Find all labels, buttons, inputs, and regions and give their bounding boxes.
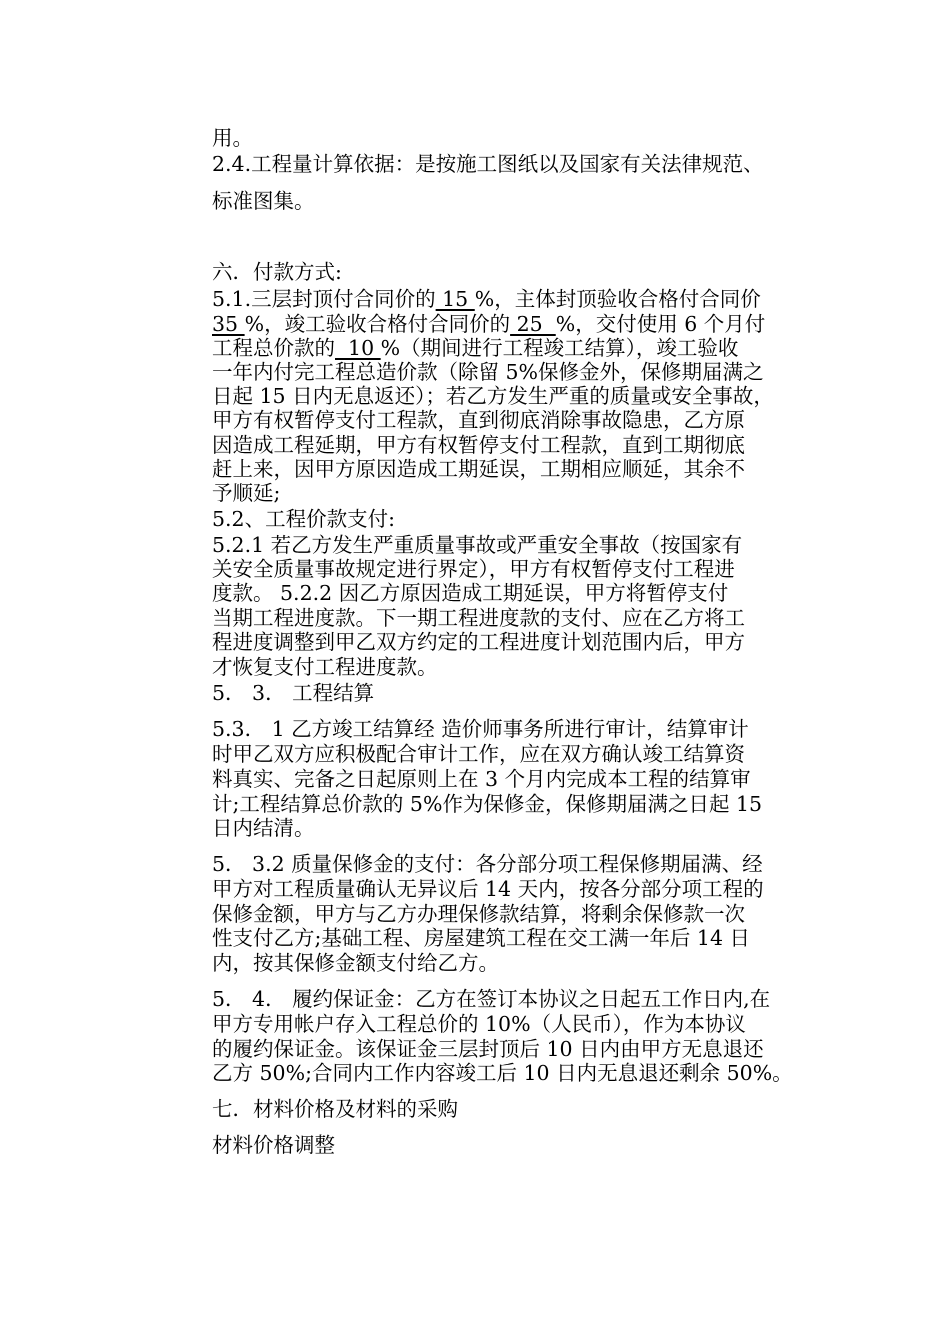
text-line: 料真实、完备之日起原则上在 3 个月内完成本工程的结算审	[212, 767, 751, 791]
text-run: %，竣工验收合格付合同价的	[244, 312, 511, 336]
text-line: 的履约保证金。该保证金三层封顶后 10 日内由甲方无息退还	[212, 1037, 764, 1061]
text-line: 日起 15 日内无息返还）；若乙方发生严重的质量或安全事故，	[212, 384, 774, 408]
text-line: 5． 3.2 质量保修金的支付：各分部分项工程保修期届满、经	[212, 852, 763, 876]
text-line: 5.3． 1 乙方竣工结算经 造价师事务所进行审计，结算审计	[212, 717, 749, 741]
text-line: 乙方 50%;合同内工作内容竣工后 10 日内无息退还剩余 50%。	[212, 1061, 793, 1085]
section-heading: 七．材料价格及材料的采购	[212, 1097, 458, 1121]
filled-blank: 15	[435, 287, 475, 311]
text-line: 计;工程结算总价款的 5%作为保修金，保修期届满之日起 15	[212, 792, 763, 816]
text-line: 内，按其保修金额支付给乙方。	[212, 951, 499, 975]
text-line: 才恢复支付工程进度款。	[212, 655, 438, 679]
text-line: 一年内付完工程总造价款（除留 5%保修金外，保修期届满之	[212, 360, 764, 384]
text-line: 5． 4． 履约保证金：乙方在签订本协议之日起五工作日内,在	[212, 987, 771, 1011]
text-line	[212, 286, 822, 312]
filled-blank: 25	[510, 312, 556, 336]
section-heading: 六．付款方式:	[212, 260, 342, 284]
text-line: 保修金额，甲方与乙方办理保修款结算，将剩余保修款一次	[212, 902, 745, 926]
text-line: 甲方专用帐户存入工程总价的 10%（人民币），作为本协议	[212, 1012, 746, 1036]
text-line: 标准图集。	[212, 189, 315, 213]
subsection-heading: 5.2、工程价款支付:	[212, 507, 396, 531]
text-line: 度款。 5.2.2 因乙方原因造成工期延误，甲方将暂停支付	[212, 581, 729, 605]
subsection-heading: 材料价格调整	[212, 1133, 335, 1157]
text-line: 日内结清。	[212, 816, 315, 840]
filled-blank: 35	[212, 312, 245, 336]
text-line: 性支付乙方;基础工程、房屋建筑工程在交工满一年后 14 日	[212, 926, 751, 950]
text-line: 赶上来，因甲方原因造成工期延误，工期相应顺延，其余不	[212, 457, 745, 481]
text-line	[212, 311, 822, 337]
text-line: 甲方对工程质量确认无异议后 14 天内，按各分部分项工程的	[212, 877, 764, 901]
text-line: 时甲乙双方应积极配合审计工作，应在双方确认竣工结算资	[212, 742, 745, 766]
text-run: %，交付使用 6 个月付	[555, 312, 766, 336]
text-line: 关安全质量事故规定进行界定），甲方有权暂停支付工程进	[212, 557, 735, 581]
text-run: %，主体封顶验收合格付合同价	[474, 287, 761, 311]
text-run: 工程总价款的	[212, 336, 335, 360]
text-line: 5.2.1 若乙方发生严重质量事故或严重安全事故（按国家有	[212, 533, 743, 557]
text-line	[212, 335, 822, 361]
text-line: 予顺延;	[212, 481, 281, 505]
text-line: 因造成工程延期，甲方有权暂停支付工程款，直到工期彻底	[212, 433, 745, 457]
text-line: 甲方有权暂停支付工程款，直到彻底消除事故隐患，乙方原	[212, 408, 745, 432]
text-line: 2.4.工程量计算依据：是按施工图纸以及国家有关法律规范、	[212, 152, 764, 176]
filled-blank: 10	[335, 336, 381, 360]
text-run: 5.1.三层封顶付合同价的	[212, 287, 436, 311]
text-line: 当期工程进度款。下一期工程进度款的支付、应在乙方将工	[212, 606, 745, 630]
text-line: 程进度调整到甲乙双方约定的工程进度计划范围内后，甲方	[212, 630, 745, 654]
text-line: 用。	[212, 126, 253, 150]
subsection-heading: 5． 3． 工程结算	[212, 681, 375, 705]
text-run: %（期间进行工程竣工结算），竣工验收	[380, 336, 739, 360]
